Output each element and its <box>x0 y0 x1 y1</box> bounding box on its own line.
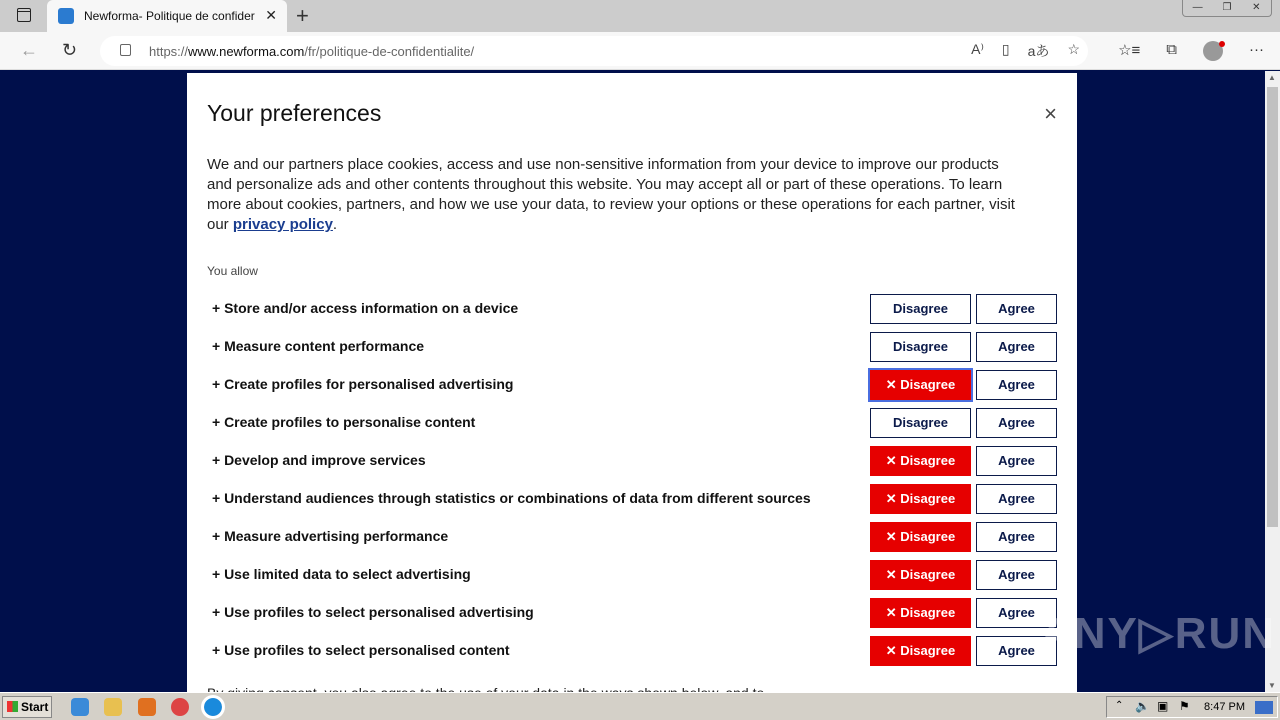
lock-icon[interactable] <box>120 44 131 56</box>
purpose-row <box>207 636 1057 674</box>
start-button[interactable]: Start <box>2 696 52 718</box>
refresh-icon[interactable]: ↻ <box>62 40 78 60</box>
agree-button[interactable]: Agree <box>976 598 1057 628</box>
disagree-button[interactable]: ✕ Disagree <box>870 370 971 400</box>
immersive-reader-icon[interactable]: ▯ <box>1001 41 1010 57</box>
tab-close-icon[interactable]: ✕ <box>265 7 277 23</box>
edge-icon[interactable] <box>204 698 222 716</box>
agree-button[interactable]: Agree <box>976 332 1057 362</box>
disagree-button[interactable]: ✕ Disagree <box>870 522 971 552</box>
taskbar <box>0 692 1280 720</box>
favorites-icon[interactable]: ☆≡ <box>1118 42 1141 59</box>
purpose-row <box>207 370 1057 408</box>
close-window-button[interactable]: ✕ <box>1252 2 1261 13</box>
address-bar-row <box>0 32 1280 70</box>
disagree-button[interactable]: ✕ Disagree <box>870 446 971 476</box>
volume-icon[interactable]: 🔈 <box>1135 699 1150 713</box>
scroll-up-icon[interactable]: ▲ <box>1268 73 1276 82</box>
purpose-row <box>207 522 1057 560</box>
purpose-row <box>207 408 1057 446</box>
back-icon[interactable]: ← <box>20 40 38 60</box>
modal-description: We and our partners place cookies, access and use non-sensitive information from your device to improve our products and personalize ads and other contents throughout this website. You may accept all or part of these operations. To learn more about cookies, partners, and how we use your data, to review your options or these operations for each partner, visit our privacy policy. <box>207 156 1015 233</box>
cookie-preferences-modal <box>187 73 1077 692</box>
purpose-row <box>207 484 1057 522</box>
purpose-row <box>207 560 1057 598</box>
disagree-button[interactable]: ✕ Disagree <box>870 636 971 666</box>
purpose-row <box>207 332 1057 370</box>
window-controls <box>1182 0 1272 17</box>
disagree-button[interactable]: ✕ Disagree <box>870 484 971 514</box>
agree-button[interactable]: Agree <box>976 636 1057 666</box>
tab-actions-icon[interactable] <box>17 8 31 22</box>
tab-title: Newforma- Politique de confider <box>84 9 255 23</box>
agree-button[interactable]: Agree <box>976 484 1057 514</box>
flag-icon[interactable]: ⚑ <box>1179 699 1190 713</box>
purpose-row <box>207 446 1057 484</box>
system-tray <box>1106 696 1278 718</box>
agree-button[interactable]: Agree <box>976 446 1057 476</box>
disagree-button[interactable]: Disagree <box>870 332 971 362</box>
purpose-label[interactable]: + Measure advertising performance <box>212 528 449 544</box>
purpose-row <box>207 294 1057 332</box>
clock: 8:47 PM <box>1204 701 1245 713</box>
purpose-label[interactable]: + Understand audiences through statistics or combinations of data from different sources <box>212 490 811 506</box>
chrome-icon[interactable] <box>171 698 189 716</box>
minimize-button[interactable]: — <box>1192 2 1203 13</box>
you-allow-heading: You allow <box>207 264 258 278</box>
purpose-row <box>207 598 1057 636</box>
agree-button[interactable]: Agree <box>976 560 1057 590</box>
explorer-icon[interactable] <box>104 698 122 716</box>
purpose-list <box>207 294 1057 674</box>
show-desktop-icon[interactable] <box>1255 701 1273 714</box>
browser-tools <box>1118 41 1264 61</box>
ie-icon[interactable] <box>71 698 89 716</box>
browser-tab[interactable] <box>47 0 287 32</box>
translate-icon[interactable]: aあ <box>1027 43 1050 59</box>
scroll-thumb[interactable] <box>1267 87 1278 527</box>
disagree-button[interactable]: Disagree <box>870 408 971 438</box>
purpose-label[interactable]: + Create profiles to personalise content <box>212 414 476 430</box>
collections-icon[interactable]: ⧉ <box>1166 41 1177 58</box>
purpose-label[interactable]: + Develop and improve services <box>212 452 426 468</box>
url-field[interactable] <box>100 36 1088 66</box>
network-icon[interactable]: ▣ <box>1157 699 1169 713</box>
tab-bar <box>0 0 1280 32</box>
url-icons <box>971 41 1080 61</box>
purpose-label[interactable]: + Store and/or access information on a device <box>212 300 519 316</box>
new-tab-button[interactable]: + <box>296 3 309 28</box>
purpose-label[interactable]: + Create profiles for personalised advertising <box>212 376 514 392</box>
purpose-label[interactable]: + Use profiles to select personalised content <box>212 642 510 658</box>
agree-button[interactable]: Agree <box>976 522 1057 552</box>
purpose-label[interactable]: + Measure content performance <box>212 338 425 354</box>
page-scrollbar[interactable] <box>1265 71 1280 692</box>
disagree-button[interactable]: ✕ Disagree <box>870 598 971 628</box>
newforma-favicon-icon <box>58 8 74 24</box>
agree-button[interactable]: Agree <box>976 370 1057 400</box>
anyrun-watermark: ANY▷RUN <box>1040 609 1277 658</box>
close-icon[interactable]: × <box>1044 101 1057 126</box>
scroll-down-icon[interactable]: ▼ <box>1268 681 1276 690</box>
media-player-icon[interactable] <box>138 698 156 716</box>
tray-expand-icon[interactable]: ⌃ <box>1115 700 1124 711</box>
restore-button[interactable]: ❐ <box>1222 2 1232 13</box>
profile-icon[interactable] <box>1203 41 1223 61</box>
privacy-policy-link[interactable]: privacy policy <box>232 216 333 233</box>
add-favorite-icon[interactable]: ☆ <box>1067 41 1080 57</box>
url-text: https://www.newforma.com/fr/politique-de-confidentialite/ <box>149 44 475 59</box>
disagree-button[interactable]: Disagree <box>870 294 971 324</box>
purpose-label[interactable]: + Use profiles to select personalised advertising <box>212 604 534 620</box>
more-icon[interactable]: ··· <box>1249 41 1264 58</box>
modal-title: Your preferences <box>207 100 382 126</box>
disagree-button[interactable]: ✕ Disagree <box>870 560 971 590</box>
purpose-label[interactable]: + Use limited data to select advertising <box>212 566 471 582</box>
read-aloud-icon[interactable]: A⁾ <box>971 41 984 57</box>
agree-button[interactable]: Agree <box>976 294 1057 324</box>
agree-button[interactable]: Agree <box>976 408 1057 438</box>
